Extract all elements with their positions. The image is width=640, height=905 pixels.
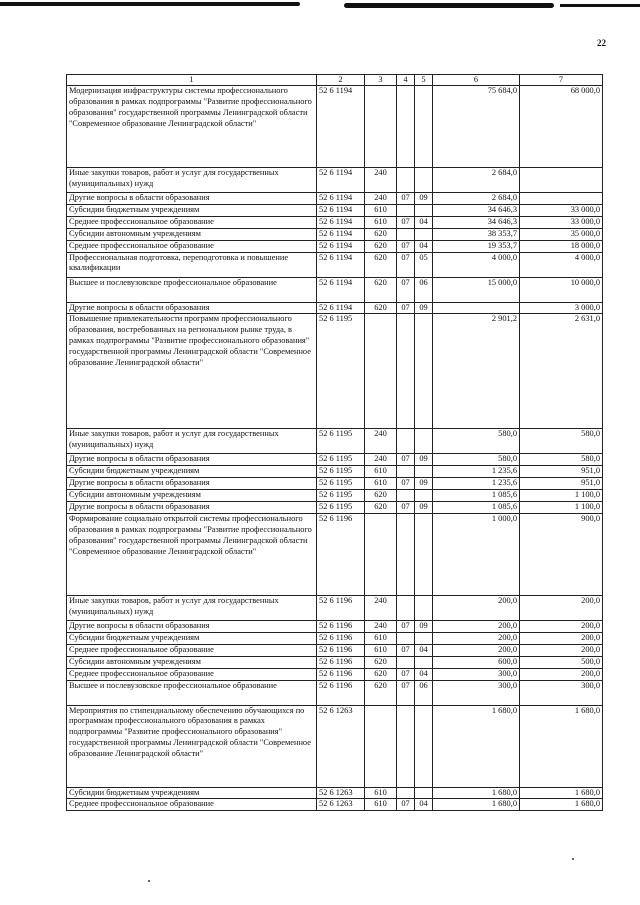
column-header: 1 [67,75,317,86]
amount-year1-cell: 200,0 [433,644,520,656]
row-name-cell: Иные закупки товаров, работ и услуг для государственных (муниципальных) нужд [67,429,317,454]
amount-year2-cell: 35 000,0 [520,228,603,240]
expense-type-cell: 240 [365,168,397,193]
table-row [67,86,603,168]
amount-year2-cell: 1 680,0 [520,705,603,787]
expense-type-cell: 620 [365,668,397,680]
target-article-cell: 52 6 1194 [317,216,365,228]
amount-year1-cell: 1 085,6 [433,490,520,502]
table-row [67,168,603,193]
amount-year1-cell: 2 684,0 [433,168,520,193]
subsection-cell: 04 [415,799,433,811]
expense-type-cell: 620 [365,240,397,252]
subsection-cell [415,656,433,668]
row-name-cell: Среднее профессиональное образование [67,799,317,811]
subsection-cell [415,429,433,454]
amount-year2-cell: 1 100,0 [520,490,603,502]
amount-year1-cell: 1 680,0 [433,799,520,811]
expense-type-cell [365,513,397,595]
amount-year1-cell: 75 684,0 [433,86,520,168]
row-name-cell: Высшее и послевузовское профессиональное образование [67,277,317,302]
target-article-cell: 52 6 1195 [317,314,365,429]
target-article-cell: 52 6 1194 [317,277,365,302]
amount-year2-cell: 200,0 [520,595,603,620]
subsection-cell [415,513,433,595]
amount-year1-cell: 38 353,7 [433,228,520,240]
row-name-cell: Иные закупки товаров, работ и услуг для государственных (муниципальных) нужд [67,168,317,193]
table-row [67,787,603,799]
target-article-cell: 52 6 1195 [317,490,365,502]
amount-year1-cell: 1 680,0 [433,705,520,787]
section-cell [397,632,415,644]
table-row [67,668,603,680]
row-name-cell: Модернизация инфраструктуры системы профессионального образования в рамках подпрограммы "Развитие профессионального образования" государственной программы Ленинградской области "Современное образование Ленинградской области" [67,86,317,168]
amount-year1-cell: 15 000,0 [433,277,520,302]
table-row [67,799,603,811]
amount-year1-cell: 200,0 [433,595,520,620]
table-row [67,240,603,252]
section-cell: 07 [397,502,415,514]
subsection-cell: 04 [415,216,433,228]
section-cell: 07 [397,454,415,466]
row-name-cell: Формирование социально открытой системы профессионального образования в рамках подпрограммы "Развитие профессионального образования" государственной программы Ленинградской области "Современное образование Ленинградской области" [67,513,317,595]
budget-table [66,74,603,811]
scan-speck [572,858,574,860]
row-name-cell: Субсидии бюджетным учреждениям [67,787,317,799]
section-cell: 07 [397,644,415,656]
column-header: 6 [433,75,520,86]
amount-year1-cell: 1 085,6 [433,502,520,514]
amount-year2-cell: 1 680,0 [520,799,603,811]
row-name-cell: Субсидии бюджетным учреждениям [67,632,317,644]
section-cell [397,204,415,216]
amount-year1-cell: 34 646,3 [433,204,520,216]
section-cell [397,595,415,620]
section-cell [397,168,415,193]
target-article-cell: 52 6 1196 [317,680,365,705]
table-row [67,680,603,705]
amount-year2-cell: 951,0 [520,478,603,490]
row-name-cell: Другие вопросы в области образования [67,620,317,632]
amount-year1-cell: 1 680,0 [433,787,520,799]
section-cell [397,490,415,502]
subsection-cell: 06 [415,680,433,705]
amount-year2-cell: 4 000,0 [520,252,603,277]
amount-year2-cell: 580,0 [520,429,603,454]
amount-year2-cell: 900,0 [520,513,603,595]
amount-year1-cell: 200,0 [433,632,520,644]
amount-year1-cell [433,302,520,314]
column-header: 4 [397,75,415,86]
row-name-cell: Субсидии бюджетным учреждениям [67,204,317,216]
row-name-cell: Другие вопросы в области образования [67,302,317,314]
amount-year1-cell: 1 000,0 [433,513,520,595]
expense-type-cell [365,705,397,787]
section-cell: 07 [397,252,415,277]
target-article-cell: 52 6 1196 [317,513,365,595]
expense-type-cell: 620 [365,252,397,277]
expense-type-cell [365,86,397,168]
amount-year1-cell: 580,0 [433,429,520,454]
table-row [67,595,603,620]
subsection-cell [415,705,433,787]
row-name-cell: Среднее профессиональное образование [67,668,317,680]
expense-type-cell: 240 [365,454,397,466]
target-article-cell: 52 6 1194 [317,204,365,216]
amount-year2-cell: 200,0 [520,632,603,644]
table-row [67,252,603,277]
table-row [67,454,603,466]
target-article-cell: 52 6 1196 [317,620,365,632]
expense-type-cell: 620 [365,490,397,502]
table-row [67,204,603,216]
subsection-cell [415,595,433,620]
amount-year1-cell: 19 353,7 [433,240,520,252]
amount-year1-cell: 4 000,0 [433,252,520,277]
section-cell: 07 [397,277,415,302]
amount-year2-cell: 3 000,0 [520,302,603,314]
subsection-cell: 04 [415,644,433,656]
section-cell [397,656,415,668]
section-cell: 07 [397,668,415,680]
target-article-cell: 52 6 1196 [317,656,365,668]
expense-type-cell: 240 [365,193,397,205]
section-cell [397,314,415,429]
table-row [67,632,603,644]
subsection-cell [415,787,433,799]
amount-year1-cell: 2 901,2 [433,314,520,429]
section-cell: 07 [397,478,415,490]
amount-year2-cell [520,168,603,193]
amount-year2-cell: 10 000,0 [520,277,603,302]
amount-year1-cell: 2 684,0 [433,193,520,205]
amount-year1-cell: 300,0 [433,668,520,680]
table-row [67,466,603,478]
amount-year2-cell: 200,0 [520,620,603,632]
subsection-cell: 06 [415,277,433,302]
expense-type-cell: 610 [365,466,397,478]
table-body [67,86,603,811]
expense-type-cell: 610 [365,478,397,490]
table-row [67,513,603,595]
target-article-cell: 52 6 1194 [317,252,365,277]
subsection-cell: 09 [415,193,433,205]
section-cell: 07 [397,193,415,205]
expense-type-cell: 610 [365,204,397,216]
row-name-cell: Другие вопросы в области образования [67,454,317,466]
expense-type-cell: 240 [365,595,397,620]
row-name-cell: Субсидии автономным учреждениям [67,490,317,502]
scan-edge-mark [0,2,300,6]
target-article-cell: 52 6 1195 [317,502,365,514]
amount-year2-cell: 2 631,0 [520,314,603,429]
subsection-cell [415,490,433,502]
section-cell: 07 [397,302,415,314]
target-article-cell: 52 6 1196 [317,668,365,680]
subsection-cell: 05 [415,252,433,277]
subsection-cell: 09 [415,478,433,490]
expense-type-cell: 620 [365,656,397,668]
table-row [67,216,603,228]
row-name-cell: Субсидии бюджетным учреждениям [67,466,317,478]
expense-type-cell: 610 [365,632,397,644]
row-name-cell: Другие вопросы в области образования [67,478,317,490]
table-row [67,478,603,490]
row-name-cell: Другие вопросы в области образования [67,502,317,514]
section-cell [397,705,415,787]
expense-type-cell: 620 [365,502,397,514]
section-cell: 07 [397,620,415,632]
target-article-cell: 52 6 1196 [317,595,365,620]
expense-type-cell: 610 [365,216,397,228]
subsection-cell: 04 [415,668,433,680]
scan-speck [148,880,150,882]
amount-year1-cell: 1 235,6 [433,466,520,478]
amount-year1-cell: 300,0 [433,680,520,705]
row-name-cell: Профессиональная подготовка, переподготовка и повышение квалификации [67,252,317,277]
target-article-cell: 52 6 1196 [317,632,365,644]
table-row [67,644,603,656]
table-row [67,314,603,429]
amount-year2-cell: 500,0 [520,656,603,668]
amount-year2-cell [520,193,603,205]
target-article-cell: 52 6 1195 [317,478,365,490]
amount-year2-cell: 1 100,0 [520,502,603,514]
row-name-cell: Субсидии автономным учреждениям [67,228,317,240]
column-header: 3 [365,75,397,86]
subsection-cell [415,632,433,644]
amount-year2-cell: 1 680,0 [520,787,603,799]
table-row [67,490,603,502]
subsection-cell: 09 [415,502,433,514]
section-cell: 07 [397,216,415,228]
table-row [67,656,603,668]
target-article-cell: 52 6 1195 [317,466,365,478]
subsection-cell [415,314,433,429]
amount-year2-cell: 33 000,0 [520,216,603,228]
row-name-cell: Другие вопросы в области образования [67,193,317,205]
target-article-cell: 52 6 1194 [317,302,365,314]
target-article-cell: 52 6 1194 [317,86,365,168]
table-row [67,228,603,240]
expense-type-cell: 620 [365,680,397,705]
amount-year1-cell: 600,0 [433,656,520,668]
table-row [67,705,603,787]
target-article-cell: 52 6 1195 [317,454,365,466]
target-article-cell: 52 6 1196 [317,644,365,656]
row-name-cell: Иные закупки товаров, работ и услуг для государственных (муниципальных) нужд [67,595,317,620]
row-name-cell: Среднее профессиональное образование [67,240,317,252]
subsection-cell [415,228,433,240]
row-name-cell: Среднее профессиональное образование [67,216,317,228]
column-header: 5 [415,75,433,86]
expense-type-cell: 620 [365,302,397,314]
target-article-cell: 52 6 1263 [317,799,365,811]
section-cell: 07 [397,799,415,811]
scan-edge-mark [560,4,640,7]
expense-type-cell: 620 [365,277,397,302]
section-cell [397,466,415,478]
row-name-cell: Высшее и послевузовское профессиональное образование [67,680,317,705]
section-cell: 07 [397,680,415,705]
section-cell: 07 [397,240,415,252]
subsection-cell: 09 [415,302,433,314]
row-name-cell: Мероприятия по стипендиальному обеспечению обучающихся по программам профессионального образования в рамках подпрограммы "Развитие профессионального образования" государственной программы Ленинградской области "Современное образование Ленинградской области" [67,705,317,787]
expense-type-cell [365,314,397,429]
amount-year1-cell: 34 646,3 [433,216,520,228]
amount-year2-cell: 951,0 [520,466,603,478]
subsection-cell: 04 [415,240,433,252]
target-article-cell: 52 6 1263 [317,705,365,787]
expense-type-cell: 610 [365,799,397,811]
expense-type-cell: 240 [365,429,397,454]
expense-type-cell: 610 [365,787,397,799]
table-row [67,502,603,514]
subsection-cell: 09 [415,454,433,466]
expense-type-cell: 240 [365,620,397,632]
row-name-cell: Повышение привлекательности программ профессионального образования, востребованных на региональном рынке труда, в рамках подпрограммы "Развитие профессионального образования" государственной программы Ленинградской области "Современное образование Ленинградской области" [67,314,317,429]
column-header: 2 [317,75,365,86]
amount-year2-cell: 68 000,0 [520,86,603,168]
amount-year1-cell: 580,0 [433,454,520,466]
section-cell [397,513,415,595]
subsection-cell [415,466,433,478]
target-article-cell: 52 6 1194 [317,193,365,205]
subsection-cell: 09 [415,620,433,632]
row-name-cell: Среднее профессиональное образование [67,644,317,656]
target-article-cell: 52 6 1194 [317,228,365,240]
target-article-cell: 52 6 1194 [317,240,365,252]
section-cell [397,787,415,799]
expense-type-cell: 610 [365,644,397,656]
table-row [67,193,603,205]
subsection-cell [415,86,433,168]
table-row [67,620,603,632]
page-number: 22 [597,38,606,48]
scan-edge-mark [344,3,554,8]
section-cell [397,429,415,454]
expense-type-cell: 620 [365,228,397,240]
target-article-cell: 52 6 1195 [317,429,365,454]
subsection-cell [415,204,433,216]
target-article-cell: 52 6 1194 [317,168,365,193]
subsection-cell [415,168,433,193]
table-row [67,302,603,314]
amount-year1-cell: 1 235,6 [433,478,520,490]
column-header: 7 [520,75,603,86]
amount-year2-cell: 18 000,0 [520,240,603,252]
section-cell [397,86,415,168]
section-cell [397,228,415,240]
amount-year1-cell: 200,0 [433,620,520,632]
table-row [67,277,603,302]
amount-year2-cell: 300,0 [520,680,603,705]
amount-year2-cell: 33 000,0 [520,204,603,216]
table-header-row [67,75,603,86]
amount-year2-cell: 580,0 [520,454,603,466]
amount-year2-cell: 200,0 [520,668,603,680]
row-name-cell: Субсидии автономным учреждениям [67,656,317,668]
target-article-cell: 52 6 1263 [317,787,365,799]
table-row [67,429,603,454]
amount-year2-cell: 200,0 [520,644,603,656]
